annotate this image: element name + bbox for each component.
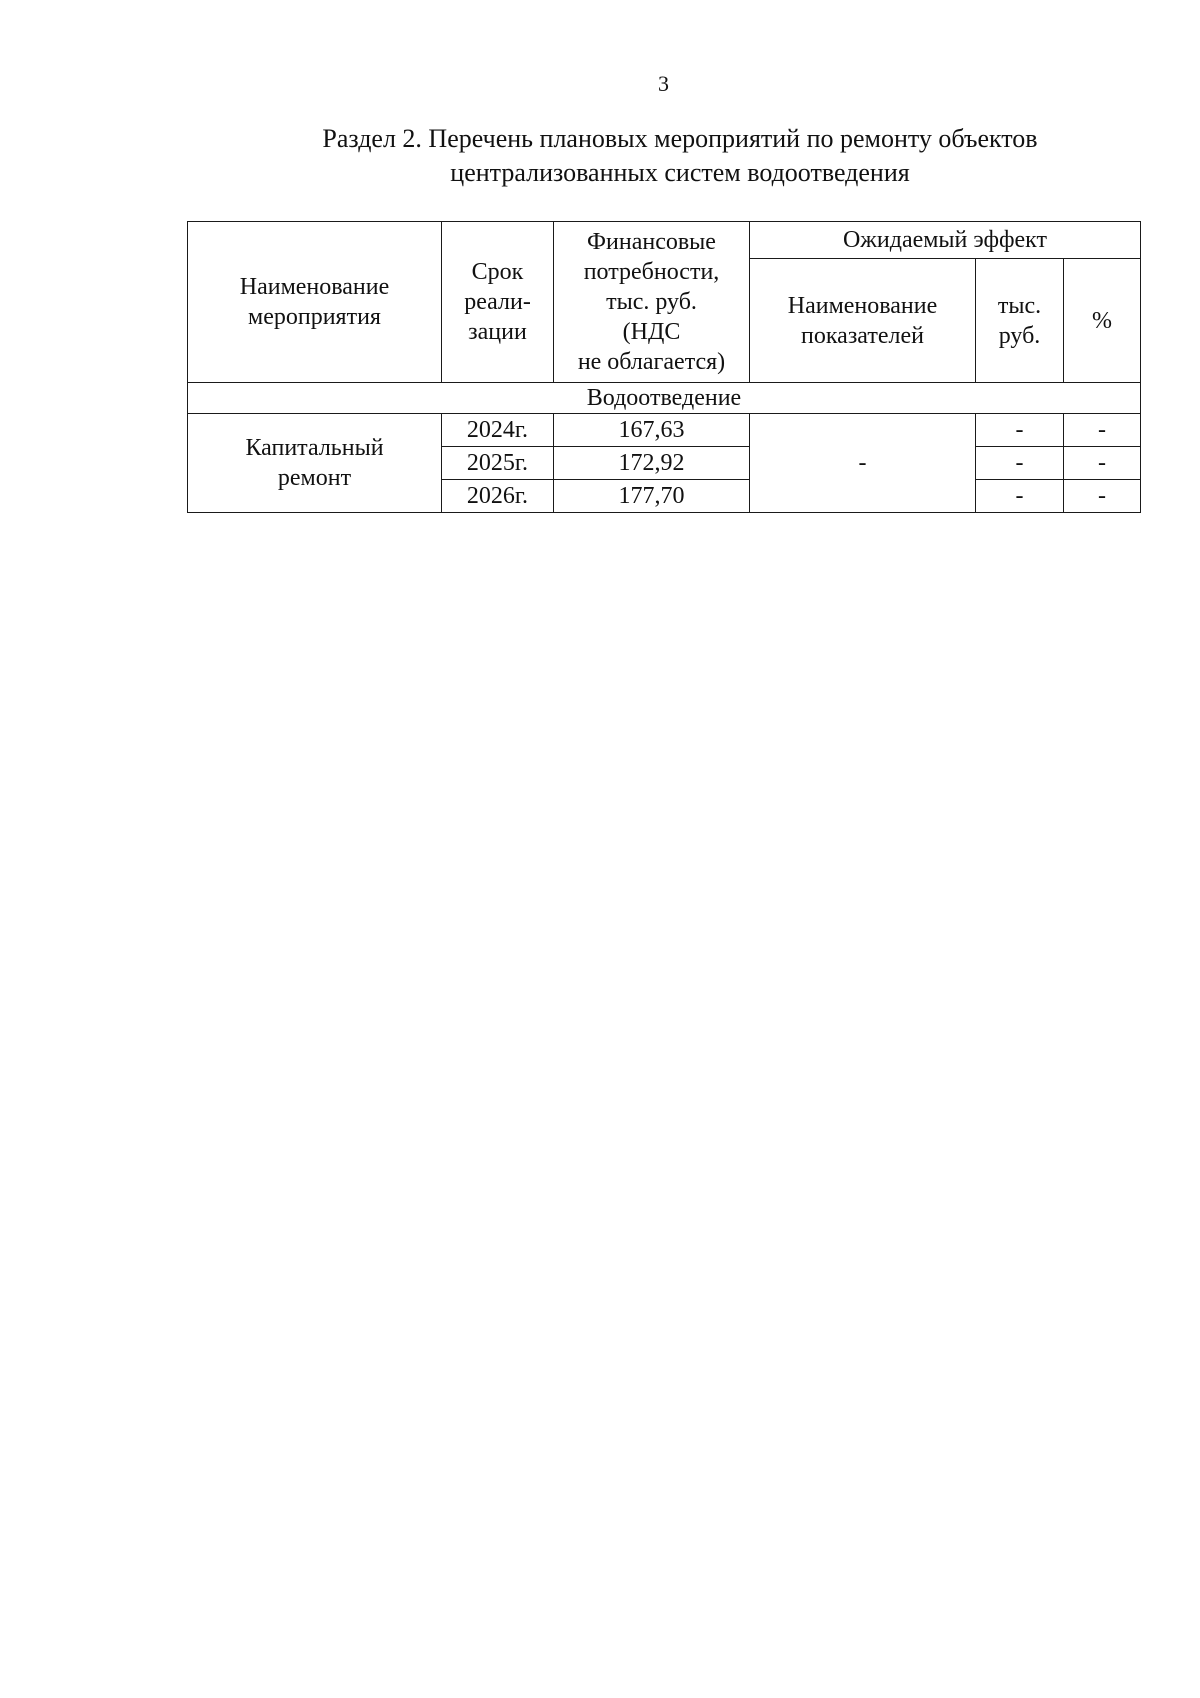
header-term: Срок реали- зации: [442, 222, 554, 383]
percent-cell: -: [1064, 480, 1141, 513]
section-title: [180, 122, 1180, 190]
amount-cell: 167,63: [554, 414, 750, 447]
header-expected-effect: Ожидаемый эффект: [750, 222, 1141, 259]
rub-cell: -: [976, 480, 1064, 513]
planned-activities-table: [187, 221, 1141, 513]
rub-cell: -: [976, 414, 1064, 447]
year-cell: 2024г.: [442, 414, 554, 447]
year-cell: 2026г.: [442, 480, 554, 513]
page-number: 3: [658, 71, 669, 96]
percent-cell: -: [1064, 414, 1141, 447]
section-title-line-2: централизованных систем водоотведения: [450, 158, 910, 187]
header-thousand-rub: тыс. руб.: [976, 259, 1064, 383]
activity-name-cell: Капитальный ремонт: [188, 414, 442, 513]
table-row: [188, 414, 1141, 447]
section-title-line-1: Раздел 2. Перечень плановых мероприятий по ремонту объектов: [322, 124, 1038, 153]
header-row-top: [188, 222, 1141, 259]
amount-cell: 172,92: [554, 447, 750, 480]
percent-cell: -: [1064, 447, 1141, 480]
header-activity-name: Наименование мероприятия: [188, 222, 442, 383]
indicator-cell: -: [750, 414, 976, 513]
header-financial-needs: Финансовые потребности, тыс. руб. (НДС не облагается): [554, 222, 750, 383]
section-row: [188, 383, 1141, 414]
year-cell: 2025г.: [442, 447, 554, 480]
section-label: Водоотведение: [188, 383, 1141, 414]
rub-cell: -: [976, 447, 1064, 480]
amount-cell: 177,70: [554, 480, 750, 513]
header-indicator-name: Наименование показателей: [750, 259, 976, 383]
header-percent: %: [1064, 259, 1141, 383]
